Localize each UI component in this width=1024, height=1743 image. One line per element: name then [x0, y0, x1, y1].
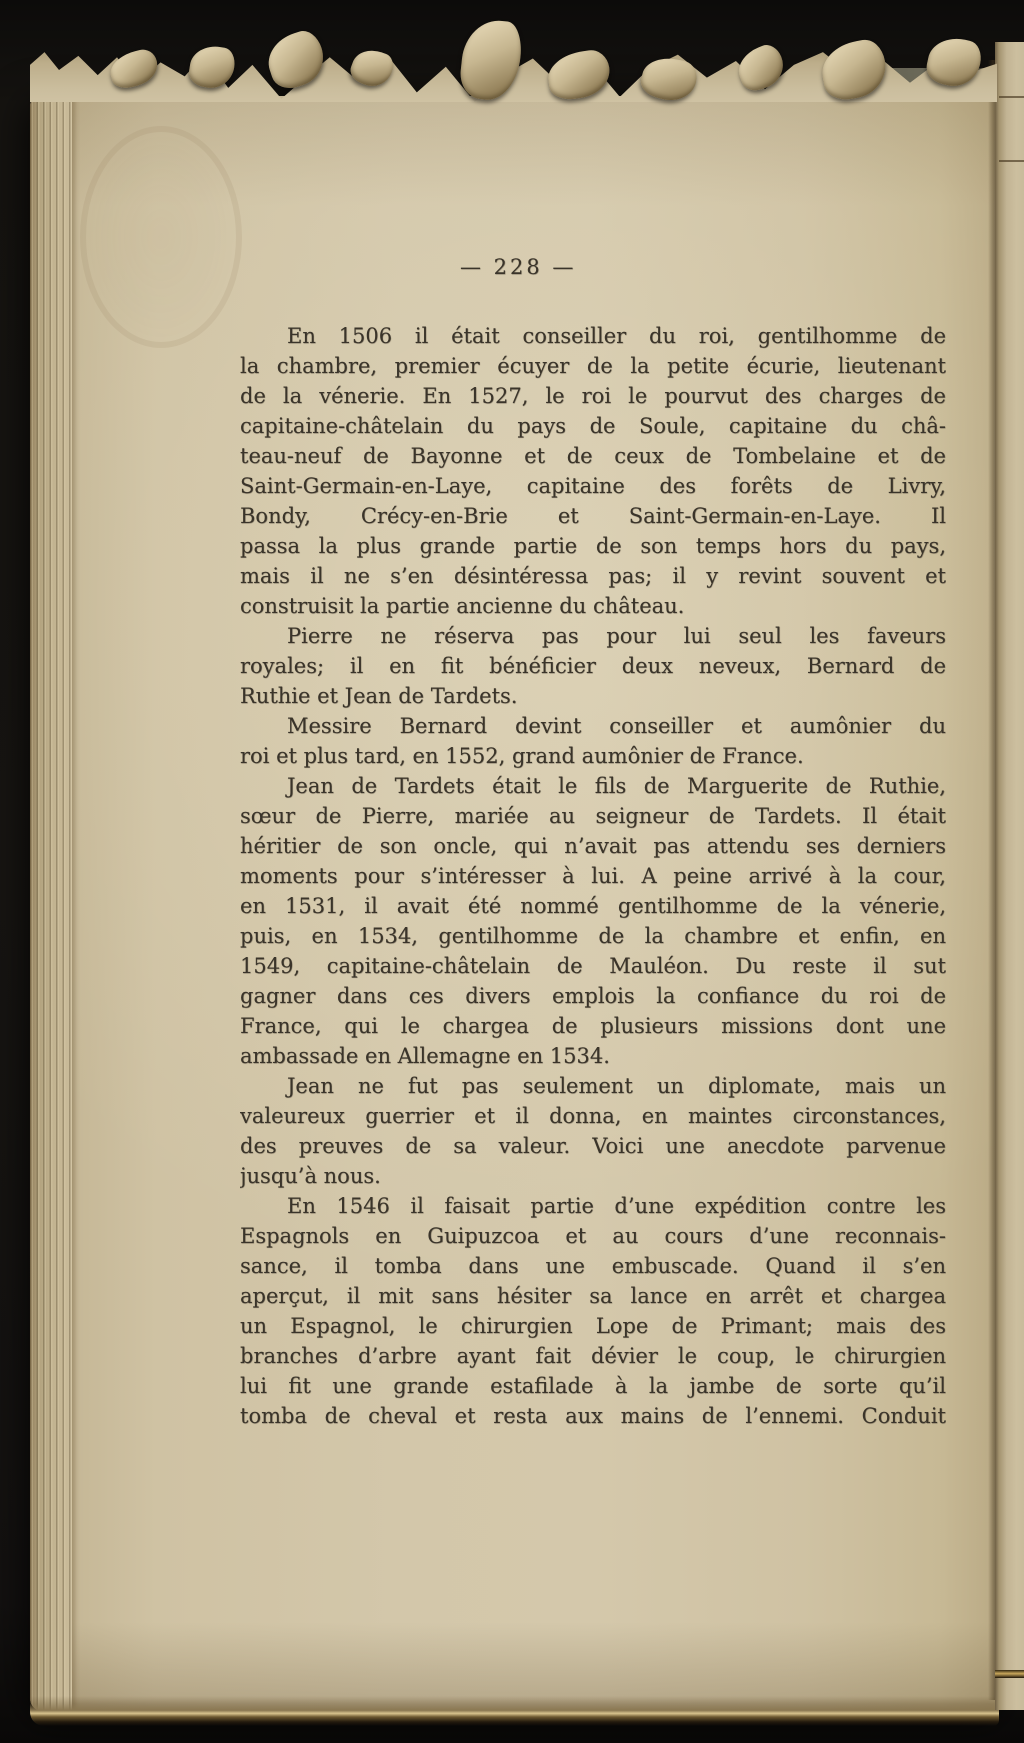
text-line: En 1506 il était conseiller du roi, gentilhomme de [287, 324, 946, 348]
paragraph [240, 1071, 946, 1191]
text-line: Pierre ne réserva pas pour lui seul les faveurs [287, 624, 946, 648]
text-line: de la vénerie. En 1527, le roi le pourvut des charges de [240, 384, 946, 408]
text-line: valeureux guerrier et il donna, en maintes circonstances, [240, 1104, 946, 1128]
page-stack-bottom-edge [30, 1696, 999, 1726]
text-line: sœur de Pierre, mariée au seigneur de Tardets. Il était [240, 804, 946, 828]
next-page-edge [995, 42, 1024, 1710]
paragraph [240, 621, 946, 711]
text-line: la chambre, premier écuyer de la petite écurie, lieutenant [240, 354, 946, 378]
text-line: roi et plus tard, en 1552, grand aumônier de France. [240, 744, 804, 768]
page-number: — 228 — [460, 255, 577, 279]
text-line: passa la plus grande partie de son temps hors du pays, [240, 534, 946, 558]
paragraph [240, 711, 946, 771]
text-line: jusqu’à nous. [240, 1164, 381, 1188]
text-line: lui fit une grande estafilade à la jambe de sorte qu’il [240, 1374, 946, 1398]
text-line: des preuves de sa valeur. Voici une anecdote parvenue [240, 1134, 946, 1158]
book-page [30, 96, 997, 1712]
text-line: France, qui le chargea de plusieurs missions dont une [240, 1014, 946, 1038]
text-line: Espagnols en Guipuzcoa et au cours d’une reconnais- [240, 1224, 946, 1248]
text-line: gagner dans ces divers emplois la confiance du roi de [240, 984, 946, 1008]
text-line: Jean ne fut pas seulement un diplomate, mais un [287, 1074, 946, 1098]
text-line: 1549, capitaine-châtelain de Mauléon. Du reste il sut [240, 954, 946, 978]
text-line: aperçut, il mit sans hésiter sa lance en arrêt et chargea [240, 1284, 946, 1308]
text-line: Ruthie et Jean de Tardets. [240, 684, 518, 708]
text-line: Bondy, Crécy-en-Brie et Saint-Germain-en-Laye. Il [240, 504, 946, 528]
paragraph [240, 321, 946, 621]
text-line: Jean de Tardets était le fils de Marguerite de Ruthie, [287, 774, 946, 798]
paragraph [240, 771, 946, 1071]
text-line: un Espagnol, le chirurgien Lope de Primant; mais des [240, 1314, 946, 1338]
text-line: en 1531, il avait été nommé gentilhomme de la vénerie, [240, 894, 946, 918]
text-line: moments pour s’intéresser à lui. A peine arrivé à la cour, [240, 864, 946, 888]
page-stack-left-edge [30, 96, 72, 1712]
text-line: branches d’arbre ayant fait dévier le coup, le chirurgien [240, 1344, 946, 1368]
text-line: Saint-Germain-en-Laye, capitaine des forêts de Livry, [240, 474, 946, 498]
text-line: sance, il tomba dans une embuscade. Quand il s’en [240, 1254, 946, 1278]
paragraph [240, 1191, 946, 1431]
text-line: En 1546 il faisait partie d’une expédition contre les [287, 1194, 946, 1218]
text-line: héritier de son oncle, qui n’avait pas attendu ses derniers [240, 834, 946, 858]
text-line: Messire Bernard devint conseiller et aumônier du [287, 714, 946, 738]
text-line: capitaine-châtelain du pays de Soule, capitaine du châ- [240, 414, 946, 438]
text-line: construisit la partie ancienne du château. [240, 594, 685, 618]
text-column [240, 252, 946, 1431]
text-line: teau-neuf de Bayonne et de ceux de Tombelaine et de [240, 444, 946, 468]
text-line: mais il ne s’en désintéressa pas; il y revint souvent et [240, 564, 946, 588]
tear-mark [999, 160, 1024, 162]
tear-mark [999, 96, 1024, 98]
text-line: tomba de cheval et resta aux mains de l’ennemi. Conduit [240, 1404, 946, 1428]
text-line: royales; il en fit bénéficier deux neveux, Bernard de [240, 654, 946, 678]
text-line: puis, en 1534, gentilhomme de la chambre et enfin, en [240, 924, 946, 948]
page-bottom-edge [995, 1670, 1024, 1678]
text-line: ambassade en Allemagne en 1534. [240, 1044, 610, 1068]
paper-stain [80, 126, 242, 348]
